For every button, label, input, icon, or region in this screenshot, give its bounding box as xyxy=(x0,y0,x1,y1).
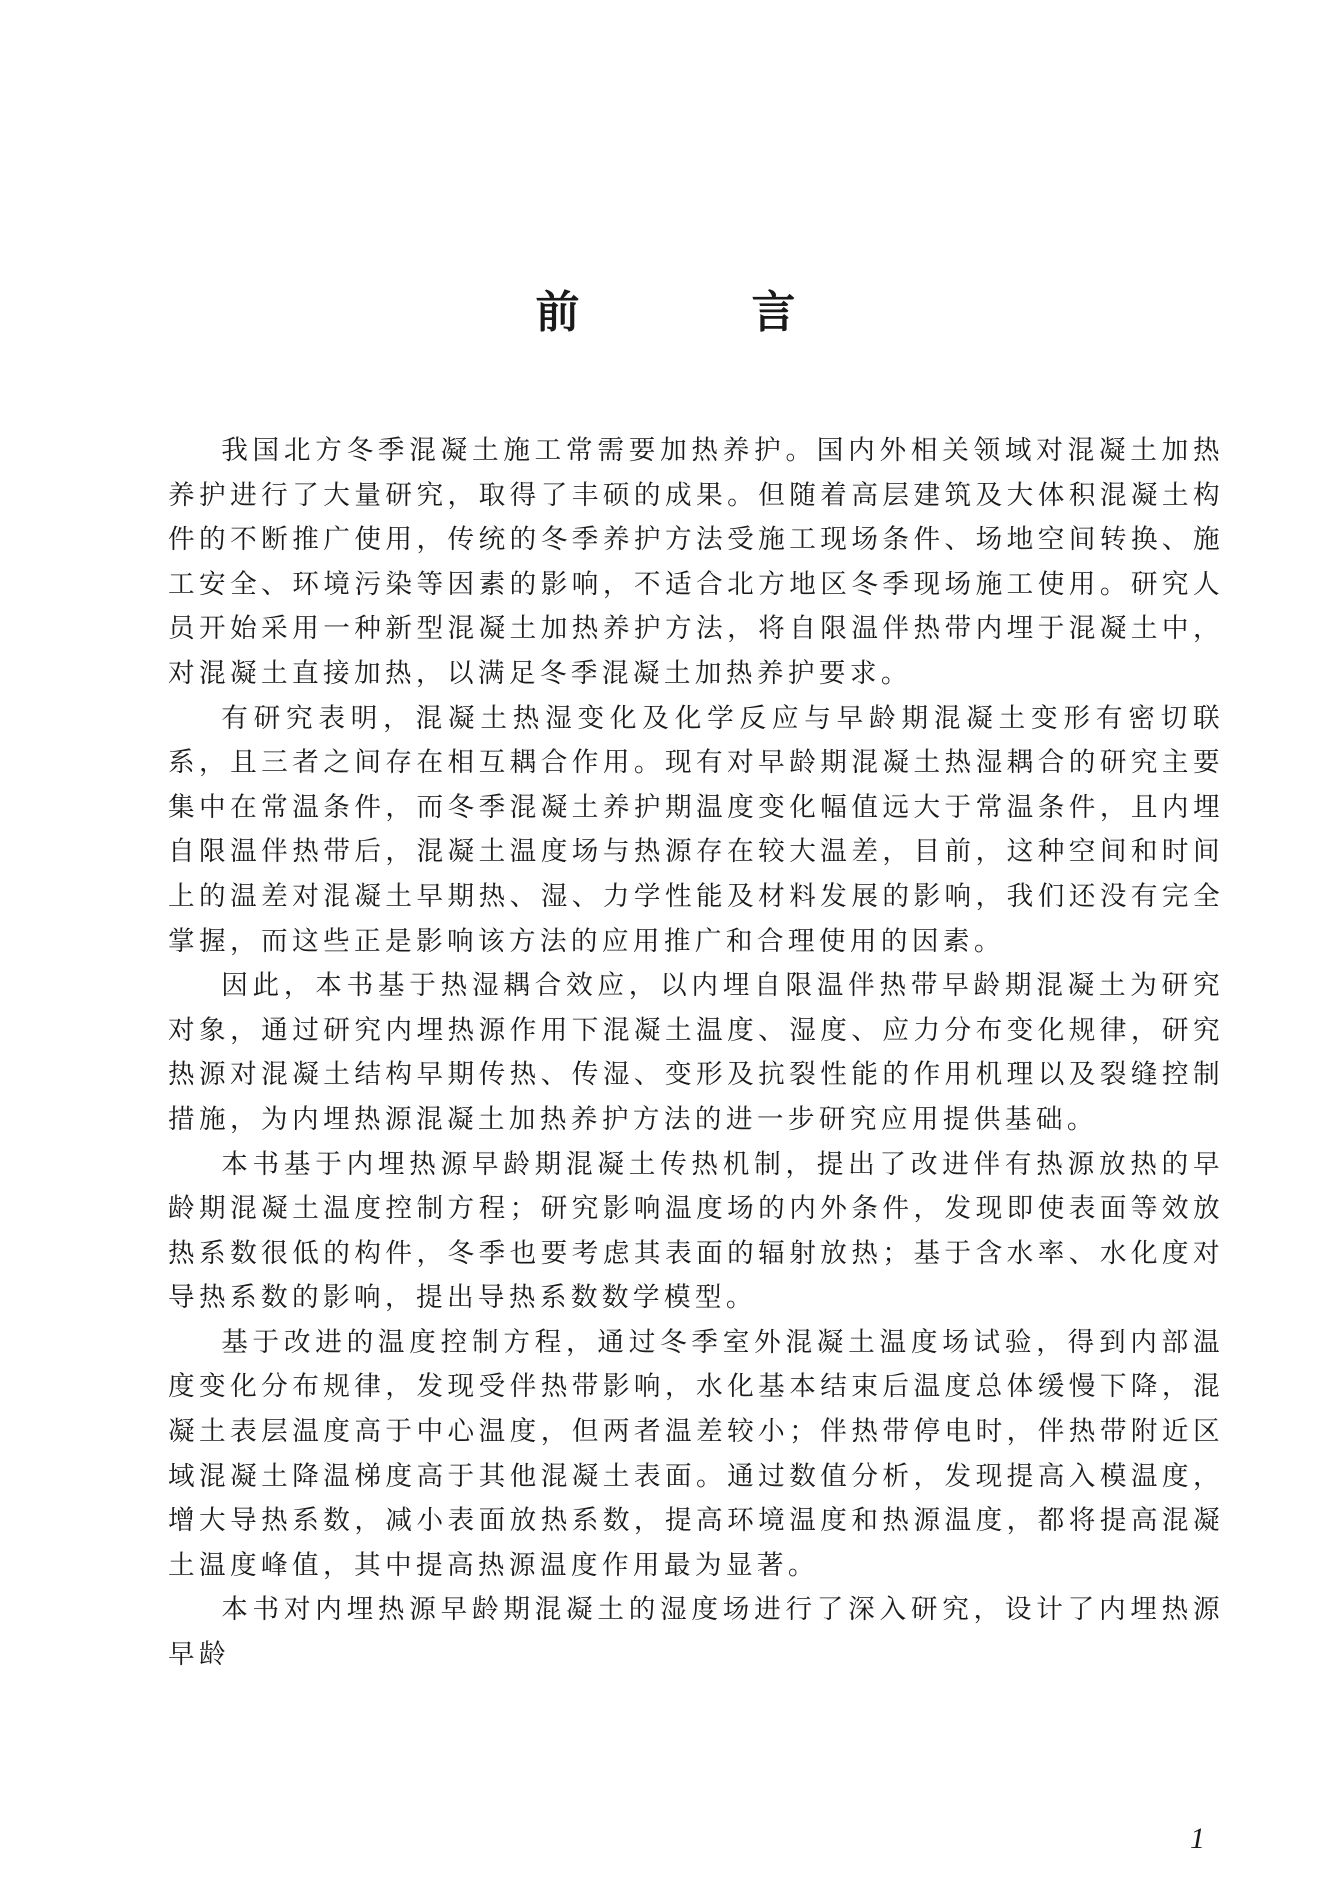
paragraph: 本书基于内埋热源早龄期混凝土传热机制，提出了改进伴有热源放热的早龄期混凝土温度控制方程；研究影响温度场的内外条件，发现即使表面等效放热系数很低的构件，冬季也要考虑其表面的辐射放热；基于含水率、水化度对导热系数的影响，提出导热系数数学模型。 xyxy=(168,1148,1224,1314)
paragraph: 有研究表明，混凝土热湿变化及化学反应与早龄期混凝土变形有密切联系，且三者之间存在相互耦合作用。现有对早龄期混凝土热湿耦合的研究主要集中在常温条件，而冬季混凝土养护期温度变化幅值远大于常温条件，且内埋自限温伴热带后，混凝土温度场与热源存在较大温差，目前，这种空间和时间上的温差对混凝土早期热、湿、力学性能及材料发展的影响，我们还没有完全掌握，而这些正是影响该方法的应用推广和合理使用的因素。 xyxy=(168,702,1224,957)
page-number: 1 xyxy=(1190,1822,1205,1855)
paragraph: 基于改进的温度控制方程，通过冬季室外混凝土温度场试验，得到内部温度变化分布规律，发现受伴热带影响，水化基本结束后温度总体缓慢下降，混凝土表层温度高于中心温度，但两者温差较小；伴热带停电时，伴热带附近区域混凝土降温梯度高于其他混凝土表面。通过数值分析，发现提高入模温度，增大导热系数，减小表面放热系数，提高环境温度和热源温度，都将提高混凝土温度峰值，其中提高热源温度作用最为显著。 xyxy=(168,1326,1224,1581)
paragraph: 我国北方冬季混凝土施工常需要加热养护。国内外相关领域对混凝土加热养护进行了大量研究，取得了丰硕的成果。但随着高层建筑及大体积混凝土构件的不断推广使用，传统的冬季养护方法受施工现场条件、场地空间转换、施工安全、环境污染等因素的影响，不适合北方地区冬季现场施工使用。研究人员开始采用一种新型混凝土加热养护方法，将自限温伴热带内埋于混凝土中，对混凝土直接加热，以满足冬季混凝土加热养护要求。 xyxy=(168,435,1224,689)
paragraph: 因此，本书基于热湿耦合效应，以内埋自限温伴热带早龄期混凝土为研究对象，通过研究内埋热源作用下混凝土温度、湿度、应力分布变化规律，研究热源对混凝土结构早期传热、传湿、变形及抗裂性能的作用机理以及裂缝控制措施，为内埋热源混凝土加热养护方法的进一步研究应用提供基础。 xyxy=(168,970,1224,1135)
preface-body xyxy=(168,429,1224,1678)
paragraph: 本书对内埋热源早龄期混凝土的湿度场进行了深入研究，设计了内埋热源早龄 xyxy=(168,1594,1224,1671)
page-title: 前 言 xyxy=(535,287,860,338)
